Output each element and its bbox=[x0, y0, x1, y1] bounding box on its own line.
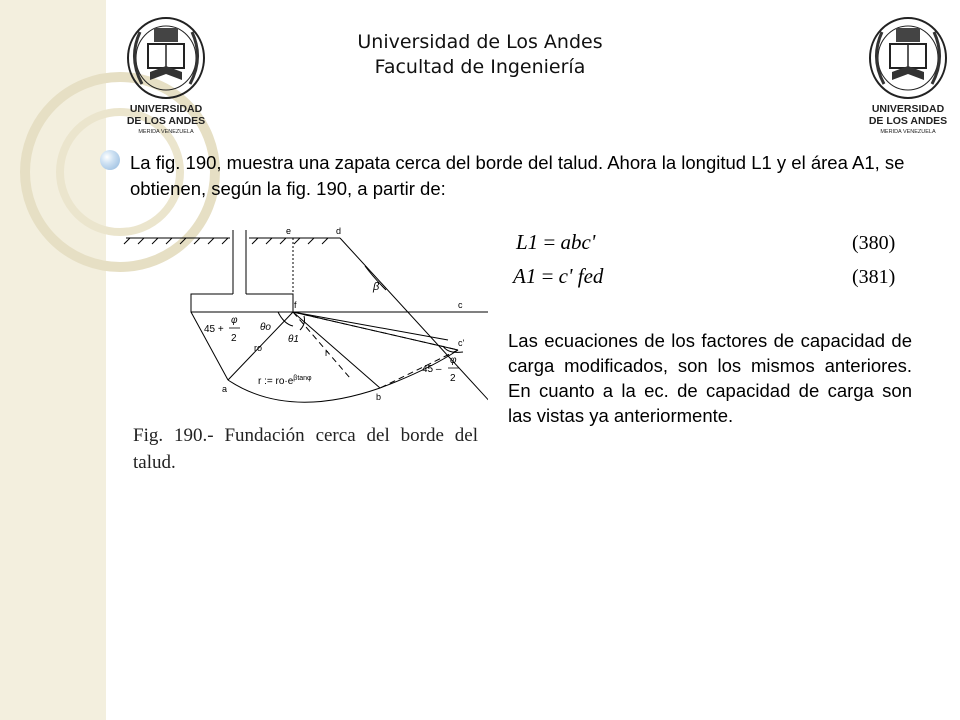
angle-left-label: 45 + bbox=[204, 324, 224, 335]
logo-text-1: UNIVERSIDAD bbox=[871, 103, 945, 115]
phi-symbol: φ bbox=[231, 315, 238, 326]
spiral-equation bbox=[258, 375, 312, 387]
equation-number-380: (380) bbox=[852, 232, 896, 254]
spiral-equation-main: r := ro·e bbox=[258, 376, 294, 387]
phi-symbol: φ bbox=[450, 355, 457, 366]
label-a: a bbox=[222, 384, 228, 394]
university-logo-right bbox=[862, 14, 954, 136]
logo-text-3: MERIDA VENEZUELA bbox=[880, 129, 936, 135]
label-b: b bbox=[376, 392, 382, 402]
label-theta-o: θo bbox=[260, 322, 271, 333]
header-university: Universidad de Los Andes bbox=[357, 31, 603, 53]
right-paragraph: Las ecuaciones de los factores de capacidad de carga modificados, son los mismos anteriores. En cuanto a la ec. de capacidad de carga son las vistas ya anteriormente. bbox=[508, 330, 912, 426]
figure-caption: Fig. 190.- Fundación cerca del borde del talud. bbox=[133, 425, 478, 473]
footing-slope-diagram bbox=[118, 220, 488, 420]
ground-hatch-right bbox=[252, 238, 328, 244]
spiral-equation-exponent: βtanφ bbox=[293, 375, 312, 382]
two-symbol: 2 bbox=[231, 333, 237, 344]
logo-text-2: DE LOS ANDES bbox=[868, 115, 948, 127]
label-d: d bbox=[336, 226, 342, 236]
label-beta: β bbox=[373, 281, 380, 293]
page-header bbox=[300, 30, 660, 80]
header-faculty: Facultad de Ingeniería bbox=[374, 56, 586, 78]
intro-text: La fig. 190, muestra una zapata cerca del borde del talud. Ahora la longitud L1 y el área A1, se obtienen, según la fig. 190, a partir de: bbox=[130, 152, 905, 199]
equation-381-rhs: c' fed bbox=[558, 264, 604, 288]
equation-380-rhs: abc' bbox=[560, 230, 596, 254]
logo-text-2: DE LOS ANDES bbox=[126, 115, 206, 127]
equation-381-lhs: A1 bbox=[513, 264, 537, 288]
label-c-prime: c' bbox=[458, 338, 465, 348]
angle-right-label: 45 – bbox=[422, 364, 442, 375]
logo-text-3: MERIDA VENEZUELA bbox=[138, 129, 194, 135]
label-theta-1: θ1 bbox=[288, 334, 299, 345]
label-c: c bbox=[458, 300, 463, 310]
label-f: f bbox=[294, 300, 297, 310]
university-logo-left bbox=[120, 14, 212, 136]
label-e: e bbox=[286, 226, 292, 236]
equation-number-381: (381) bbox=[852, 266, 896, 288]
logo-text-1: UNIVERSIDAD bbox=[129, 103, 203, 115]
two-symbol: 2 bbox=[450, 373, 456, 384]
equation-380-lhs: L1 bbox=[516, 230, 539, 254]
ground-hatch-left bbox=[124, 238, 228, 244]
label-r: r bbox=[325, 348, 328, 358]
equation-380: L1 = abc' bbox=[516, 230, 596, 254]
equation-381: A1 = c' fed bbox=[513, 264, 604, 288]
label-ro: ro bbox=[254, 343, 263, 353]
bullet-icon bbox=[100, 150, 120, 170]
